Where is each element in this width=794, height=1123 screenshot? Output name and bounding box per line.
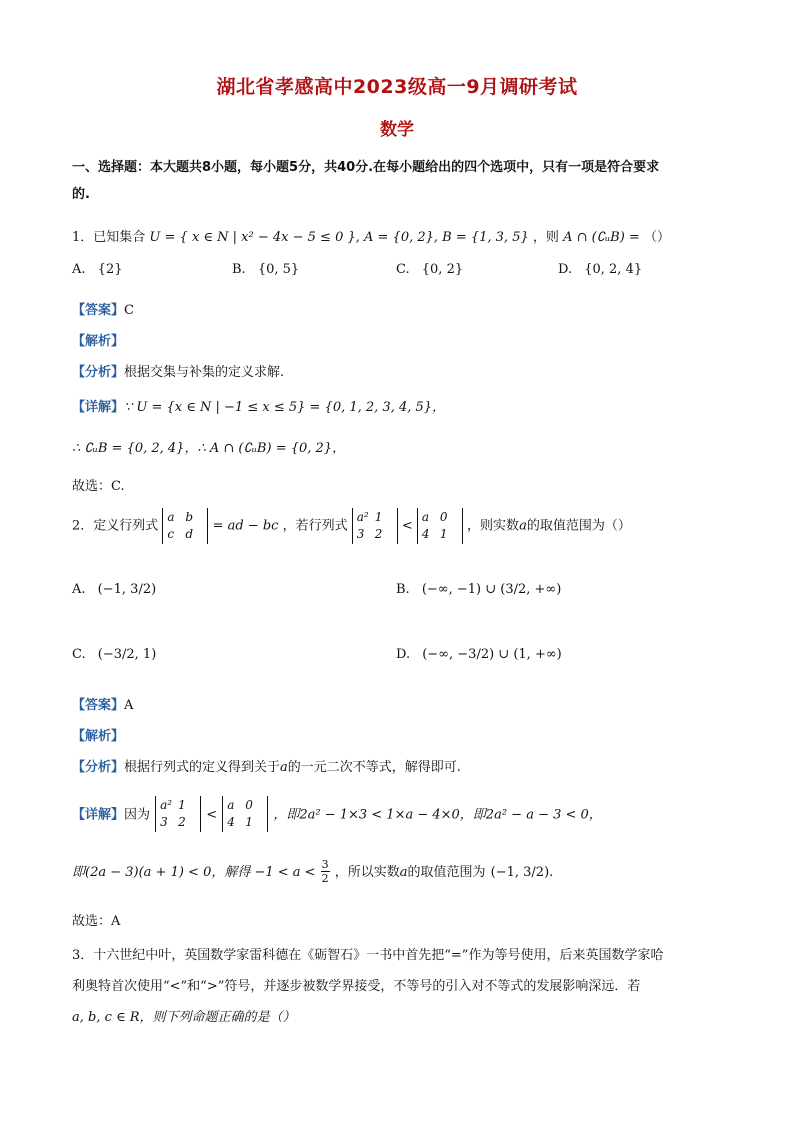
q1-xiangjie-tag: 【详解】 — [72, 400, 125, 415]
q2-xiangjie-tag: 【详解】 — [72, 807, 125, 823]
det-cell: 1 — [374, 510, 383, 524]
q2-solution-c: 的取值范围为 — [407, 865, 486, 880]
q2-fenxi-text-b: 的一元二次不等式，解得即可. — [287, 760, 461, 775]
q2-det-left — [352, 508, 398, 544]
q1-option-b-value: {0, 5} — [257, 262, 300, 277]
section-heading-line2: 的. — [72, 187, 90, 202]
q1-option-a[interactable] — [72, 262, 123, 277]
det-cell: b — [185, 510, 194, 524]
q1-set-definition: U = { x ∈ N | x² − 4x − 5 ≤ 0 }, A = {0, 2}, B = {1, 3, 5} — [149, 230, 529, 245]
q1-option-a-label: A. — [72, 262, 86, 277]
q1-option-a-value: {2} — [97, 262, 123, 277]
det-cell: 1 — [245, 815, 253, 829]
q2-fenxi-tag: 【分析】 — [72, 760, 125, 775]
q2-suffix: ，则实数 — [467, 518, 520, 534]
q2-option-b[interactable] — [396, 582, 561, 597]
q1-answer — [72, 299, 134, 318]
q1-option-c[interactable] — [396, 262, 463, 277]
q1-option-d[interactable] — [558, 262, 642, 277]
q2-option-c-value: (−3/2, 1) — [97, 647, 157, 662]
q2-def-formula: = ad − bc — [212, 518, 279, 534]
q2-tail: 的取值范围为（） — [526, 518, 631, 534]
q2-analysis — [72, 725, 124, 744]
q1-analysis — [72, 330, 124, 349]
q1-suffix: ，则 — [532, 230, 559, 245]
q2-answer-value: A — [124, 698, 134, 713]
q2-answer-tag: 【答案】 — [72, 698, 125, 713]
q2-solution-b: ，所以实数 — [334, 865, 400, 880]
q2-option-d-label: D. — [396, 647, 411, 662]
q2-xiangjie-inequality: ，即2a² − 1×3 < 1×a − 4×0，即2a² − a − 3 < 0， — [273, 807, 602, 823]
q2-option-a-value: (−1, 3/2) — [97, 582, 157, 597]
period: . — [549, 865, 554, 880]
q2-xj-det-right — [222, 796, 268, 832]
q1-blank: （） — [643, 230, 670, 245]
det-cell: c — [167, 527, 175, 541]
q2-fenxi — [72, 756, 461, 775]
q1-prefix: 1．已知集合 — [72, 230, 146, 245]
q1-xiangjie — [72, 396, 445, 415]
q2-solution-a: 即(2a − 3)(a + 1) < 0，解得 −1 < a < — [72, 865, 316, 880]
q1-answer-tag: 【答案】 — [72, 303, 125, 318]
q2-det-definition — [162, 508, 208, 544]
q2-option-d-value: (−∞, −3/2) ∪ (1, +∞) — [422, 647, 562, 662]
q1-xiangjie-line1: ∵ U = {x ∈ N | −1 ≤ x ≤ 5} = {0, 1, 2, 3, 4, 5}， — [124, 400, 446, 415]
det-cell: 3 — [160, 815, 168, 829]
q2-solution-var: a — [399, 865, 408, 880]
det-cell: 2 — [374, 527, 383, 541]
q2-option-b-label: B. — [396, 582, 410, 597]
q2-det-right — [417, 508, 463, 544]
q2-analysis-tag: 【解析】 — [72, 729, 125, 744]
det-cell: 4 — [227, 815, 235, 829]
det-cell: 1 — [178, 798, 186, 812]
q3-line1: 3．十六世纪中叶，英国数学家雷科德在《砺智石》一书中首先把“=”作为等号使用，后来英国数学家哈 — [72, 948, 664, 963]
q2-option-c-label: C. — [72, 647, 86, 662]
q2-option-d[interactable] — [396, 647, 562, 662]
q1-fenxi — [72, 361, 284, 380]
exam-subject: 数学 — [380, 120, 414, 140]
q2-answer — [72, 694, 133, 713]
q3-line2: 利奥特首次使用“<”和“>”符号，并逐步被数学界接受，不等号的引入对不等式的发展影响深远．若 — [72, 979, 641, 994]
det-cell: 0 — [245, 798, 253, 812]
q2-mid: ，若行列式 — [282, 518, 348, 534]
det-cell: 1 — [439, 527, 448, 541]
q1-fenxi-tag: 【分析】 — [72, 365, 125, 380]
q2-solution-range: (−1, 3/2) — [490, 865, 550, 880]
frac-num: 3 — [321, 858, 329, 871]
q2-option-a[interactable] — [72, 582, 156, 597]
q1-expression: A ∩ (∁ᵤB) = — [563, 230, 640, 245]
q2-option-c[interactable] — [72, 647, 156, 662]
det-cell: 0 — [439, 510, 448, 524]
q1-option-d-value: {0, 2, 4} — [584, 262, 643, 277]
q2-fenxi-var: a — [280, 760, 288, 775]
q2-var: a — [519, 518, 527, 534]
det-cell: 2 — [178, 815, 186, 829]
det-cell: 4 — [421, 527, 430, 541]
q2-option-b-value: (−∞, −1) ∪ (3/2, +∞) — [421, 582, 562, 597]
q2-xj-less-than: < — [206, 807, 218, 823]
q2-fraction — [321, 858, 330, 885]
det-cell: a — [167, 510, 175, 524]
q2-xiangjie — [72, 796, 602, 832]
q1-option-c-label: C. — [396, 262, 410, 277]
q1-option-c-value: {0, 2} — [421, 262, 464, 277]
det-cell: a — [227, 798, 235, 812]
q2-xiangjie-line2 — [72, 858, 553, 885]
q2-fenxi-text-a: 根据行列式的定义得到关于 — [124, 760, 281, 775]
q2-xiangjie-intro: 因为 — [124, 807, 151, 823]
section-heading-line1: 一、选择题：本大题共8小题，每小题5分，共40分.在每小题给出的四个选项中，只有一项是符合要求 — [72, 160, 660, 175]
det-cell: a — [421, 510, 430, 524]
q1-analysis-tag: 【解析】 — [72, 334, 125, 349]
det-cell: d — [185, 527, 194, 541]
q1-answer-value: C — [124, 303, 134, 318]
q2-option-a-label: A. — [72, 582, 86, 597]
frac-den: 2 — [321, 872, 329, 885]
det-cell: 3 — [356, 527, 365, 541]
q2-stem — [72, 508, 631, 544]
q1-choose: 故选：C. — [72, 479, 125, 494]
q1-option-d-label: D. — [558, 262, 573, 277]
q1-xiangjie-line2: ∴ ∁ᵤB = {0, 2, 4}，∴ A ∩ (∁ᵤB) = {0, 2}， — [72, 441, 346, 456]
q2-choose: 故选：A — [72, 914, 121, 929]
det-cell: a² — [160, 798, 173, 812]
q2-xj-det-left — [155, 796, 201, 832]
q1-option-b[interactable] — [232, 262, 299, 277]
q3-line3: a, b, c ∈ R，则下列命题正确的是（） — [72, 1010, 296, 1025]
q1-option-b-label: B. — [232, 262, 246, 277]
q2-prefix: 2．定义行列式 — [72, 518, 159, 534]
q1-stem — [72, 226, 670, 245]
exam-title: 湖北省孝感高中2023级高一9月调研考试 — [216, 76, 578, 98]
q2-less-than: < — [401, 518, 413, 534]
q1-fenxi-text: 根据交集与补集的定义求解. — [124, 365, 285, 380]
det-cell: a² — [356, 510, 369, 524]
